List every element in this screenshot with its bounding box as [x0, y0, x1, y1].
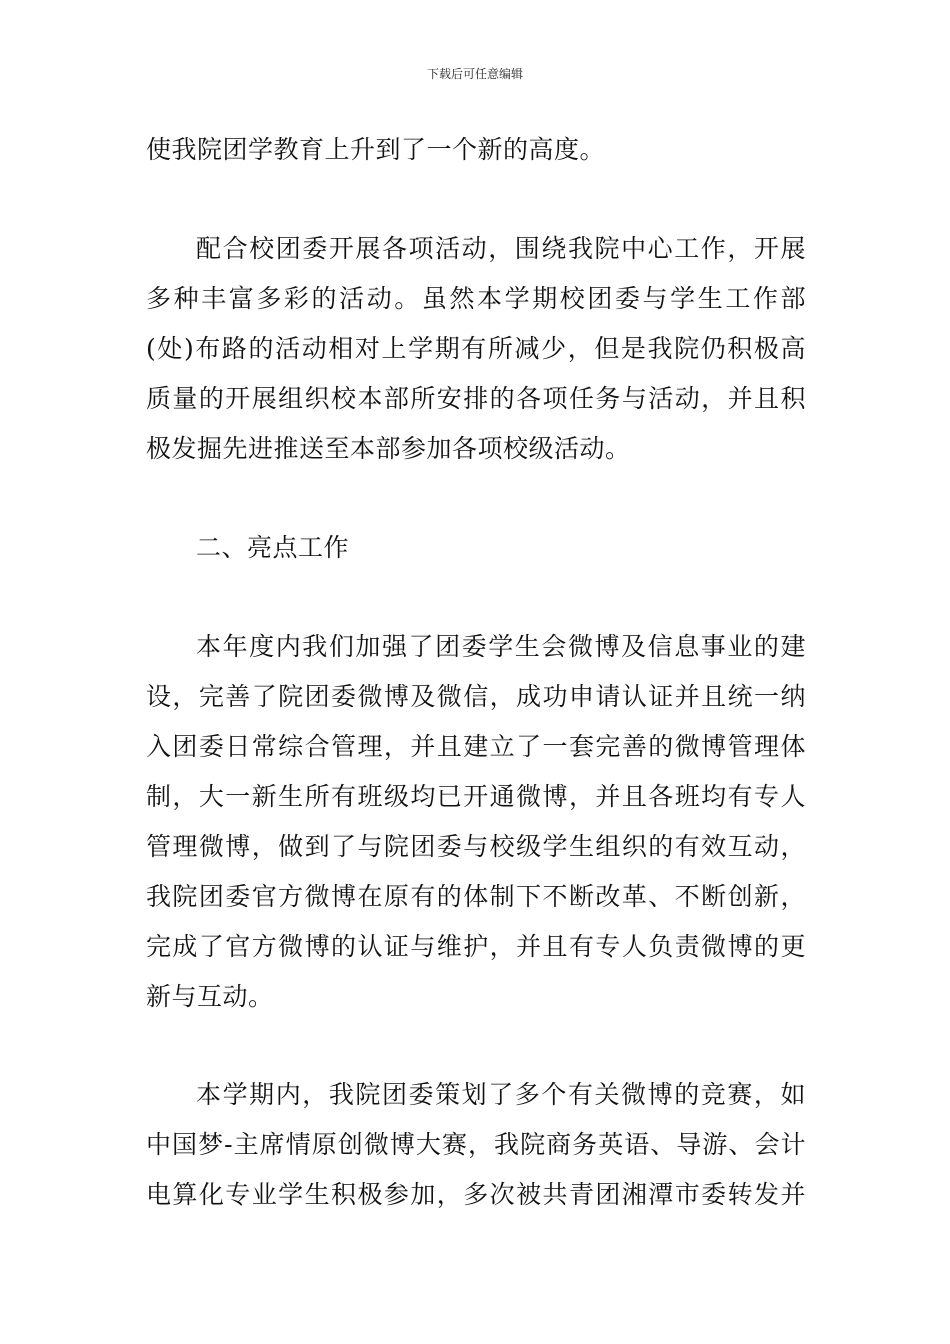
text-line: 极发掘先进推送至本部参加各项校级活动。: [146, 434, 631, 463]
text-line: 质量的开展组织校本部所安排的各项任务与活动，并且积: [146, 384, 806, 413]
text-line: 多种丰富多彩的活动。虽然本学期校团委与学生工作部: [146, 284, 806, 313]
text-line: 我院团委官方微博在原有的体制下不断改革、不断创新，: [146, 882, 806, 911]
text-line: 配合校团委开展各项活动，围绕我院中心工作，开展: [196, 234, 806, 263]
text-line: 新与互动。: [146, 982, 274, 1011]
text-line: 中国梦-主席情原创微博大赛，我院商务英语、导游、会计: [146, 1130, 806, 1159]
text-line: 本年度内我们加强了团委学生会微博及信息事业的建: [196, 632, 806, 661]
text-line: 制，大一新生所有班级均已开通微博，并且各班均有专人: [146, 782, 806, 811]
text-line: 使我院团学教育上升到了一个新的高度。: [146, 135, 606, 164]
header-note: 下载后可任意编辑: [426, 67, 523, 81]
text-line: 本学期内，我院团委策划了多个有关微博的竞赛，如: [196, 1080, 806, 1109]
text-line: (处)布路的活动相对上学期有所减少，但是我院仍积极高: [146, 334, 806, 363]
text-line: 完成了官方微博的认证与维护，并且有专人负责微博的更: [146, 932, 806, 961]
text-line: 电算化专业学生积极参加，多次被共青团湘潭市委转发并: [146, 1180, 806, 1209]
text-line: 设，完善了院团委微博及微信，成功申请认证并且统一纳: [146, 682, 806, 711]
text-line: 入团委日常综合管理，并且建立了一套完善的微博管理体: [146, 732, 806, 761]
text-line: 管理微博，做到了与院团委与校级学生组织的有效互动，: [146, 832, 806, 861]
section-heading: 二、亮点工作: [196, 533, 350, 562]
